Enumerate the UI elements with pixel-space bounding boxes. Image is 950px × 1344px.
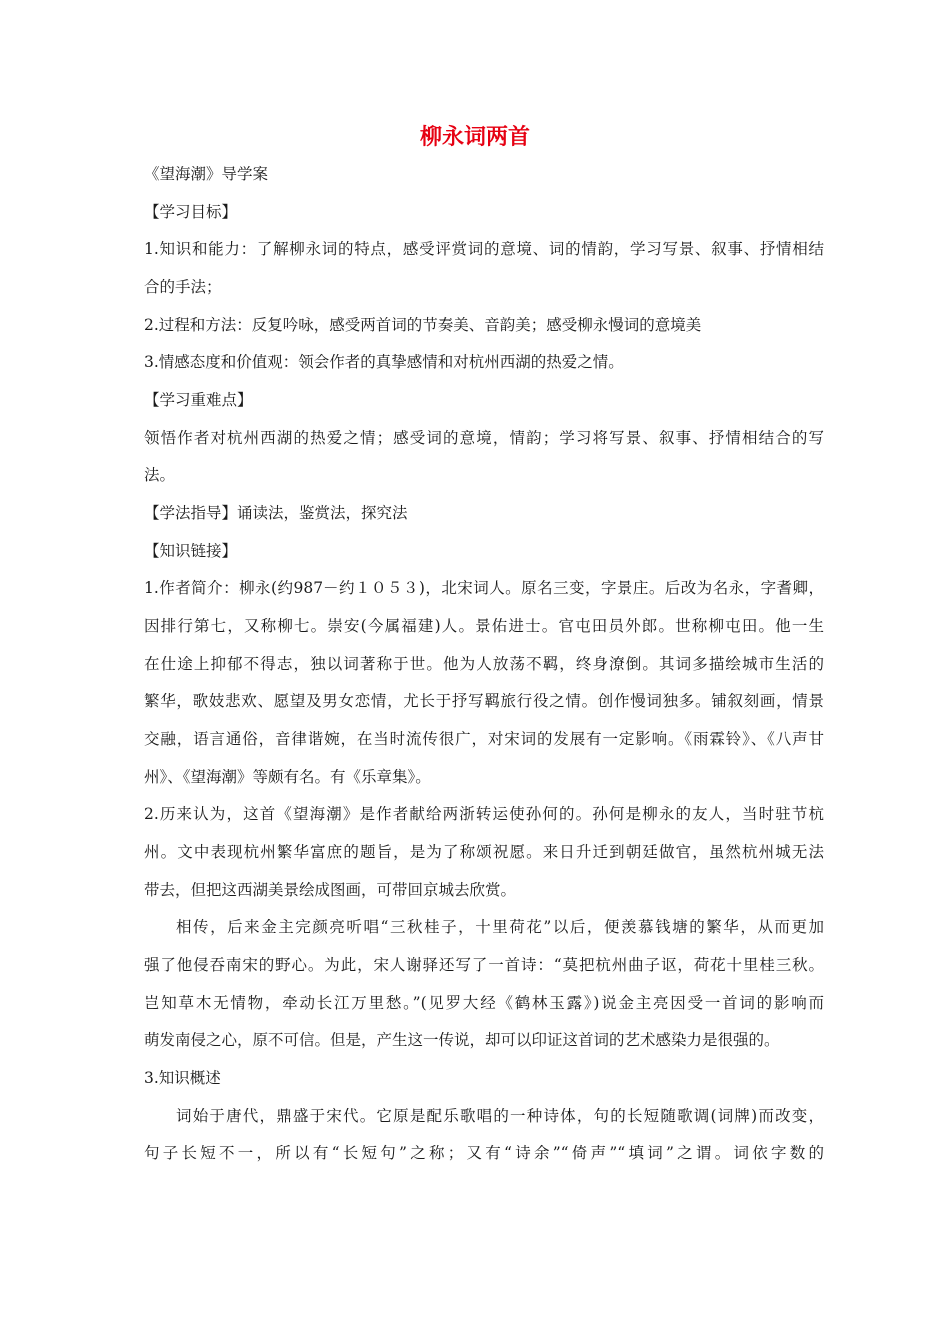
section-heading-method: 【学法指导】诵读法，鉴赏法，探究法 bbox=[144, 504, 408, 522]
text-line: 句子长短不一，所以有“长短句”之称；又有“诗余”“倚声”“填词”之谓。词依字数的 bbox=[144, 1144, 824, 1162]
text-line: 因排行第七，又称柳七。崇安(今属福建)人。景佑进士。官屯田员外郎。世称柳屯田。他一生 bbox=[144, 617, 824, 635]
section-heading-overview: 3.知识概述 bbox=[144, 1069, 221, 1087]
text-line: 州》、《望海潮》等颇有名。有《乐章集》。 bbox=[144, 768, 431, 786]
text-line: 词始于唐代，鼎盛于宋代。它原是配乐歌唱的一种诗体，句的长短随歌调(词牌)而改变， bbox=[176, 1107, 824, 1125]
text-line: 强了他侵吞南宋的野心。为此，宋人谢驿还写了一首诗：“莫把杭州曲子讴，荷花十里桂三秋。 bbox=[144, 956, 824, 974]
section-heading-key-points: 【学习重难点】 bbox=[144, 391, 253, 409]
text-line: 带去，但把这西湖美景绘成图画，可带回京城去欣赏。 bbox=[144, 881, 517, 899]
text-line: 1.作者简介：柳永(约987－约１０５３)，北宋词人。原名三变，字景庄。后改为名永，字耆卿， bbox=[144, 579, 824, 597]
section-heading-goals: 【学习目标】 bbox=[144, 203, 238, 221]
text-line: 1.知识和能力：了解柳永词的特点，感受评赏词的意境、词的情韵，学习写景、叙事、抒情相结 bbox=[144, 240, 824, 258]
text-line: 2.历来认为，这首《望海潮》是作者献给两浙转运使孙何的。孙何是柳永的友人，当时驻节杭 bbox=[144, 805, 824, 823]
section-heading-knowledge-links: 【知识链接】 bbox=[144, 542, 238, 560]
text-line: 萌发南侵之心，原不可信。但是，产生这一传说，却可以印证这首词的艺术感染力是很强的。 bbox=[144, 1031, 780, 1049]
text-line: 岂知草木无情物，牵动长江万里愁。”(见罗大经《鹤林玉露》)说金主亮因受一首词的影响而 bbox=[144, 994, 824, 1012]
text-line: 合的手法； bbox=[144, 278, 222, 296]
text-line: 在仕途上抑郁不得志，独以词著称于世。他为人放荡不羁，终身潦倒。其词多描绘城市生活的 bbox=[144, 655, 824, 673]
text-line: 交融，语言通俗，音律谐婉，在当时流传很广，对宋词的发展有一定影响。《雨霖铃》、《八声甘 bbox=[144, 730, 824, 748]
text-line: 法。 bbox=[144, 466, 176, 484]
page-title: 柳永词两首 bbox=[419, 125, 530, 150]
text-line: 3.情感态度和价值观：领会作者的真挚感情和对杭州西湖的热爱之情。 bbox=[144, 353, 624, 371]
text-line: 繁华，歌妓悲欢、愿望及男女恋情，尤长于抒写羁旅行役之情。创作慢词独多。铺叙刻画，情景 bbox=[144, 692, 824, 710]
text-line: 2.过程和方法：反复吟咏，感受两首词的节奏美、音韵美；感受柳永慢词的意境美 bbox=[144, 316, 702, 334]
text-line: 领悟作者对杭州西湖的热爱之情；感受词的意境，情韵；学习将写景、叙事、抒情相结合的写 bbox=[144, 429, 824, 447]
subtitle-line: 《望海潮》导学案 bbox=[144, 165, 269, 183]
text-line: 州。文中表现杭州繁华富庶的题旨，是为了称颂祝愿。来日升迁到朝廷做官，虽然杭州城无法 bbox=[144, 843, 824, 861]
text-line: 相传，后来金主完颜亮听唱“三秋桂子，十里荷花”以后，便羡慕钱塘的繁华，从而更加 bbox=[176, 918, 824, 936]
